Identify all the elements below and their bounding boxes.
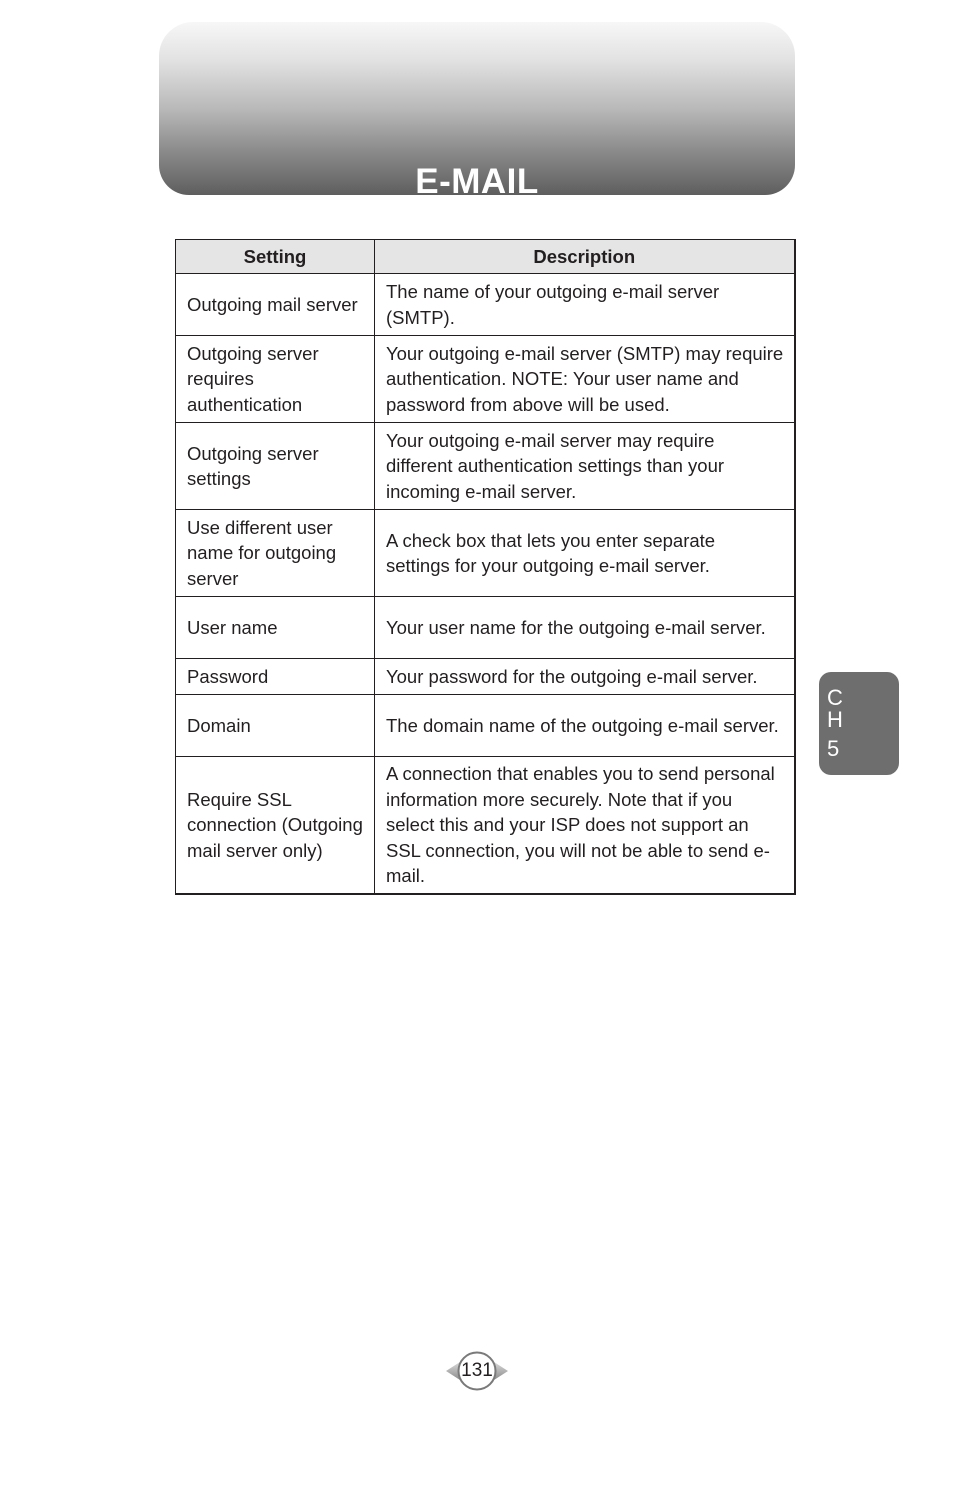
page-title: E-MAIL [415,162,539,201]
setting-cell: Password [176,659,375,695]
column-header-setting: Setting [176,240,375,274]
table-row [176,274,795,336]
table-row [176,757,795,894]
description-cell: A check box that lets you enter separate settings for your outgoing e-mail server. [375,510,795,597]
description-cell: The domain name of the outgoing e-mail server. [375,695,795,757]
table-row [176,659,795,695]
setting-cell: Use different user name for outgoing server [176,510,375,597]
setting-cell: Outgoing mail server [176,274,375,336]
table-header-row [176,240,795,274]
chapter-tab-number: 5 [827,736,840,761]
table-row [176,695,795,757]
setting-cell: Domain [176,695,375,757]
column-header-description: Description [375,240,795,274]
chapter-tab-letter-c: C [827,685,843,710]
description-cell: The name of your outgoing e-mail server (SMTP). [375,274,795,336]
table-row [176,336,795,423]
description-cell: Your user name for the outgoing e-mail server. [375,597,795,659]
table-row [176,423,795,510]
table-row [176,597,795,659]
table-row [176,510,795,597]
chapter-tab [819,672,899,775]
chapter-tab-letter-h: H [827,707,843,732]
description-cell: Your outgoing e-mail server may require different authentication settings than your incoming e-mail server. [375,423,795,510]
setting-cell: User name [176,597,375,659]
setting-cell: Require SSL connection (Outgoing mail server only) [176,757,375,894]
description-cell: Your outgoing e-mail server (SMTP) may require authentication. NOTE: Your user name and password from above will be used. [375,336,795,423]
setting-cell: Outgoing server settings [176,423,375,510]
setting-cell: Outgoing server requires authentication [176,336,375,423]
description-cell: Your password for the outgoing e-mail server. [375,659,795,695]
description-cell: A connection that enables you to send personal information more securely. Note that if you select this and your ISP does not support an SSL connection, you will not be able to send e-mail. [375,757,795,894]
settings-table [175,239,796,895]
page-number-badge [446,1351,508,1391]
page-number: 131 [461,1360,493,1381]
chapter-header-banner [159,22,795,201]
